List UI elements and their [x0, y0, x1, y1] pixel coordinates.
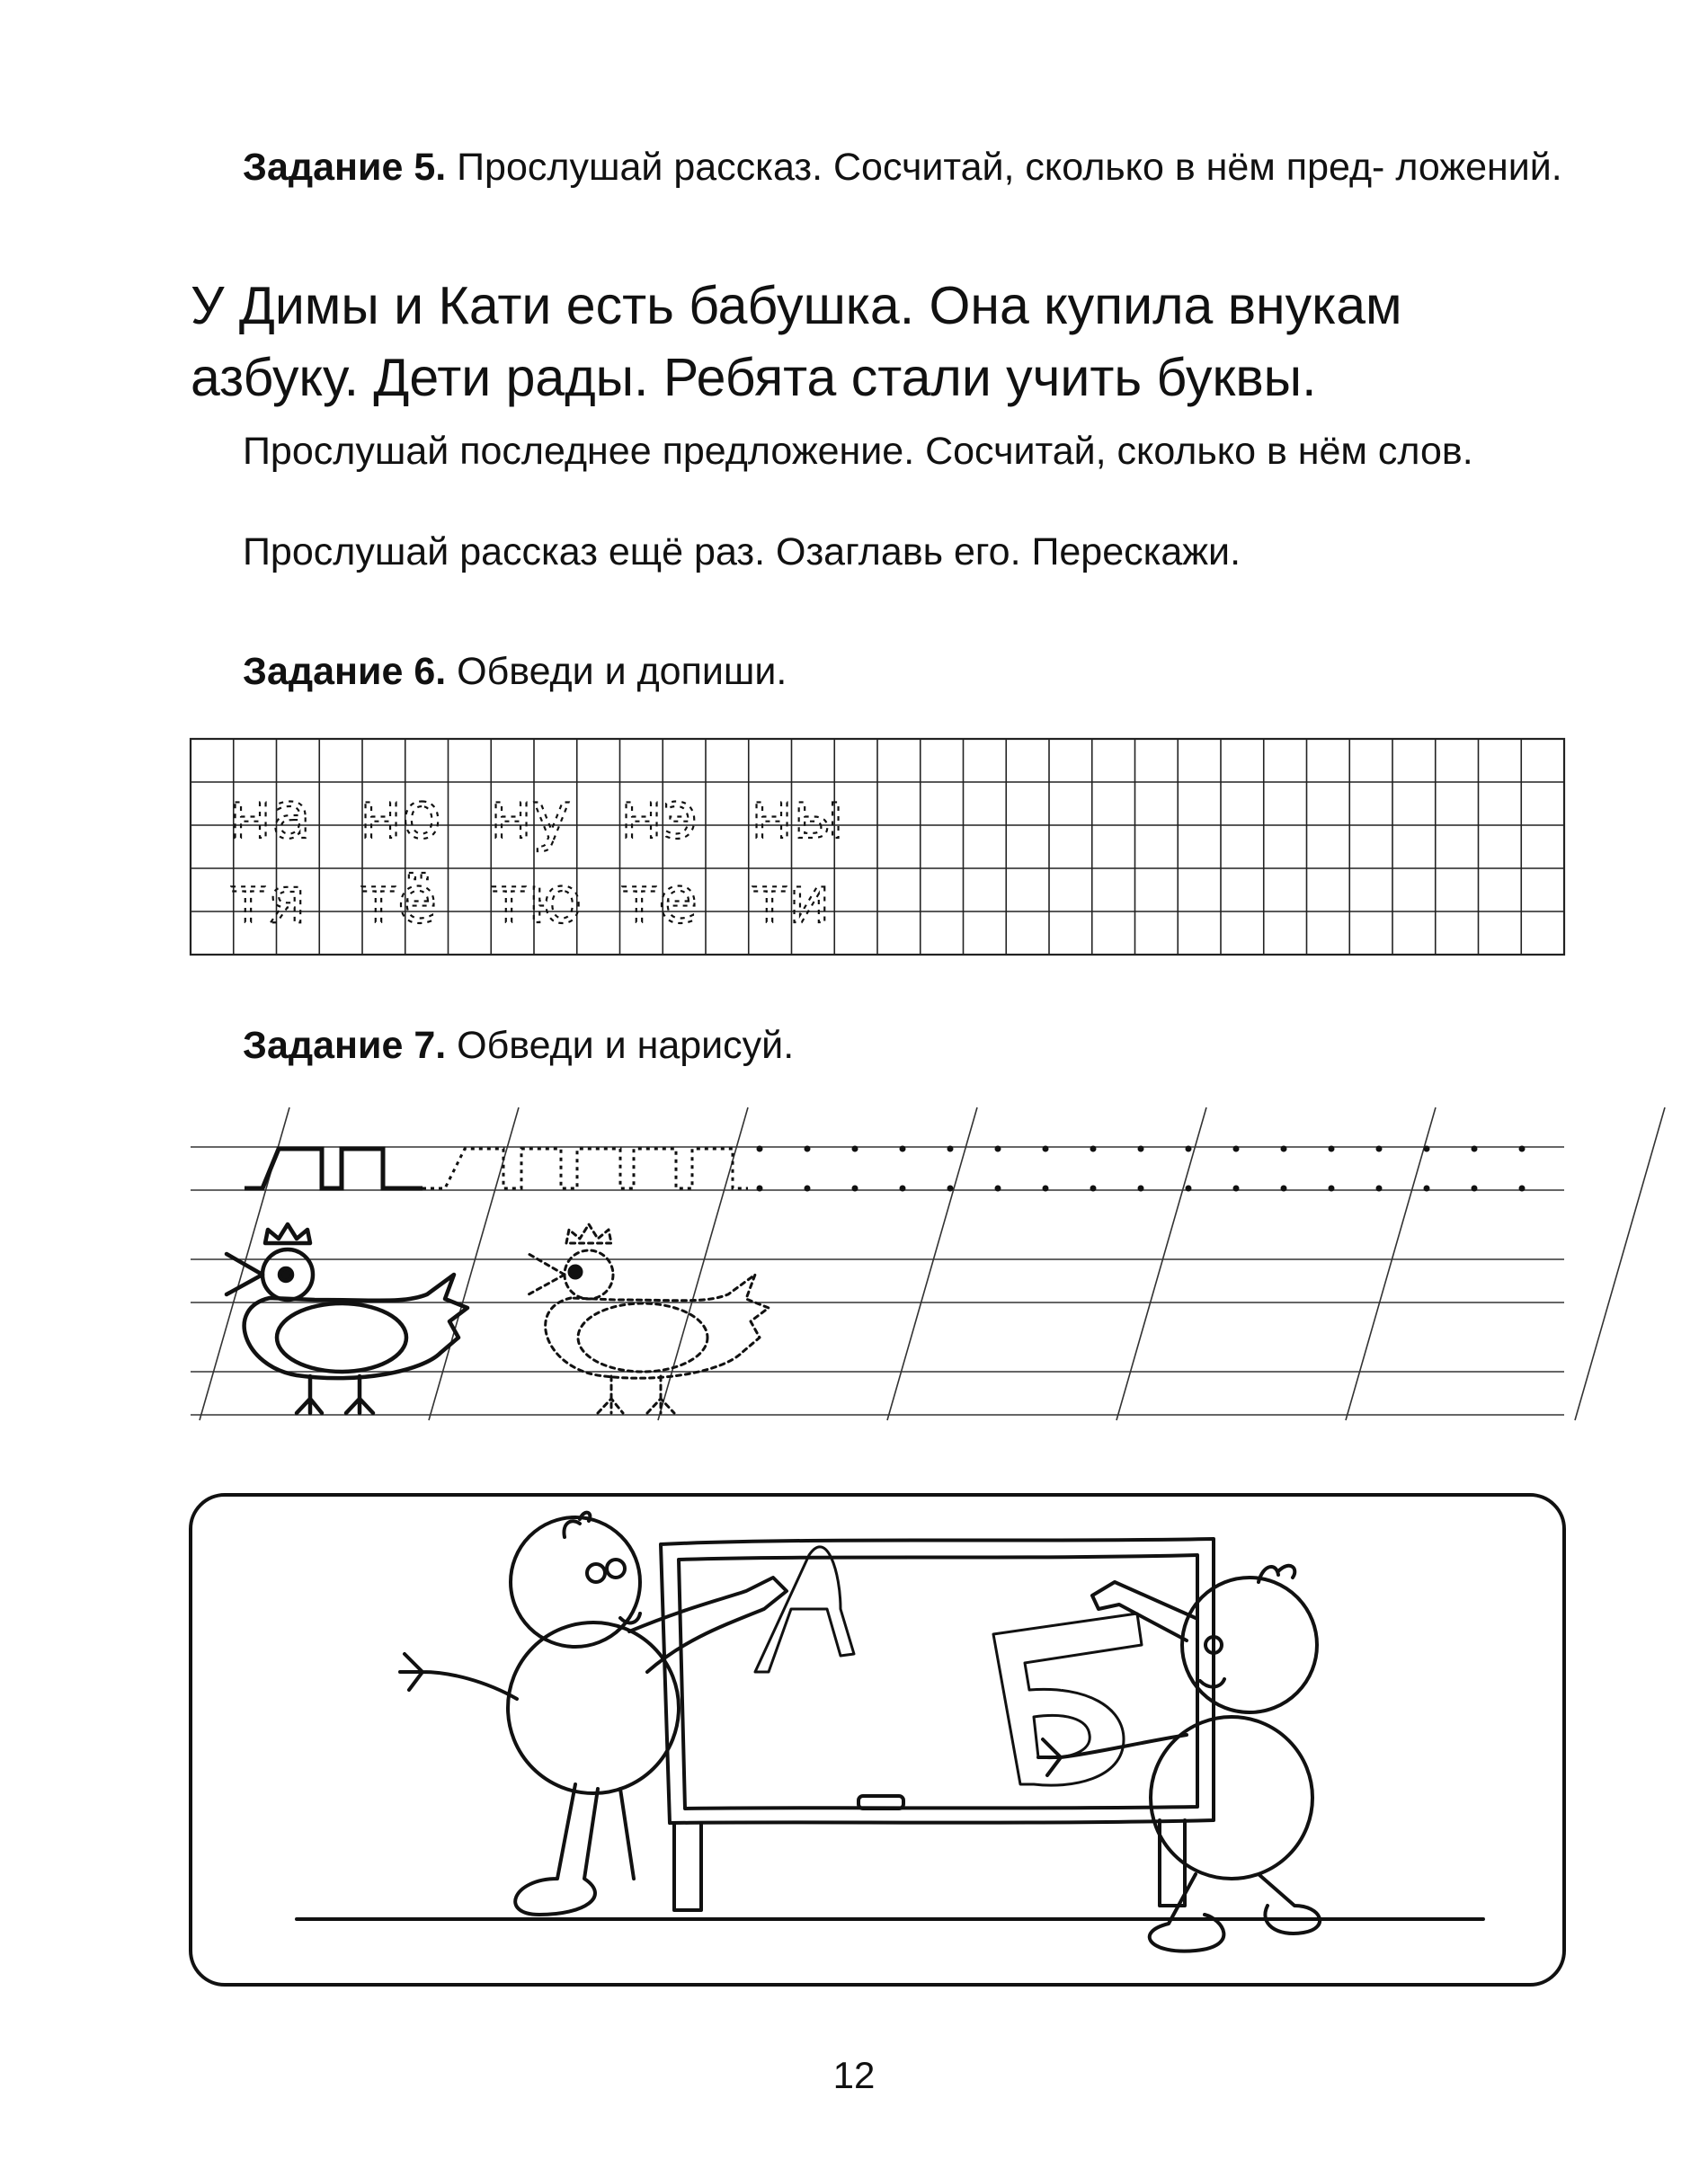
- meander-pattern-dotted[interactable]: [423, 1149, 748, 1188]
- meander-pattern-solid: [245, 1149, 423, 1188]
- pattern-continuation-dots[interactable]: [757, 1146, 1526, 1192]
- syllable-tyu[interactable]: тю: [490, 862, 583, 938]
- page-number: 12: [832, 2054, 876, 2096]
- syllable-nu[interactable]: ну: [490, 778, 571, 853]
- chalkboard: [661, 1539, 1214, 1823]
- board-letter-a: А: [791, 1690, 792, 1691]
- story-line-2: азбуку. Дети рады. Ребята стали учить буквы.: [191, 348, 1317, 407]
- rooster-tracing-icon[interactable]: [529, 1224, 769, 1413]
- syllable-tyo[interactable]: тё: [360, 862, 438, 938]
- instruction-retell: Прослушай рассказ ещё раз. Озаглавь его. Перескажи.: [243, 530, 1241, 573]
- task6-text: Обведи и допиши.: [446, 650, 787, 693]
- tracing-syllables: [229, 778, 844, 938]
- instruction-count-words: Прослушай последнее предложение. Сосчитай, сколько в нём слов.: [243, 430, 1473, 473]
- syllable-no[interactable]: но: [360, 778, 442, 853]
- task6-label: Задание 6.: [243, 650, 447, 693]
- task5-label: Задание 5.: [243, 146, 447, 189]
- syllable-na[interactable]: на: [229, 778, 312, 853]
- syllable-ny[interactable]: ны: [751, 778, 844, 853]
- task7-label: Задание 7.: [243, 1024, 447, 1067]
- syllable-tya[interactable]: тя: [229, 862, 307, 938]
- chalkboard-inner: [679, 1555, 1197, 1809]
- syllable-ne[interactable]: нэ: [620, 778, 698, 853]
- syllable-te[interactable]: те: [620, 862, 698, 938]
- right-character-icon: [993, 1566, 1320, 1951]
- pattern-writing-area: [191, 1107, 1665, 1420]
- board-leg-left: [674, 1823, 701, 1910]
- rooster-sample-icon: [227, 1224, 467, 1413]
- classroom-illustration: [297, 1513, 1483, 1951]
- left-character-icon: [400, 1513, 854, 1915]
- illustration-frame: [191, 1495, 1564, 1985]
- board-letter-b: Б: [1061, 1690, 1062, 1691]
- task7-text: Обведи и нарисуй.: [446, 1024, 795, 1067]
- story-line-1: У Димы и Кати есть бабушка. Она купила внукам: [191, 276, 1402, 335]
- task5-text: Прослушай рассказ. Сосчитай, сколько в нём пред- ложений.: [446, 146, 1562, 189]
- syllable-ti[interactable]: ти: [751, 862, 831, 938]
